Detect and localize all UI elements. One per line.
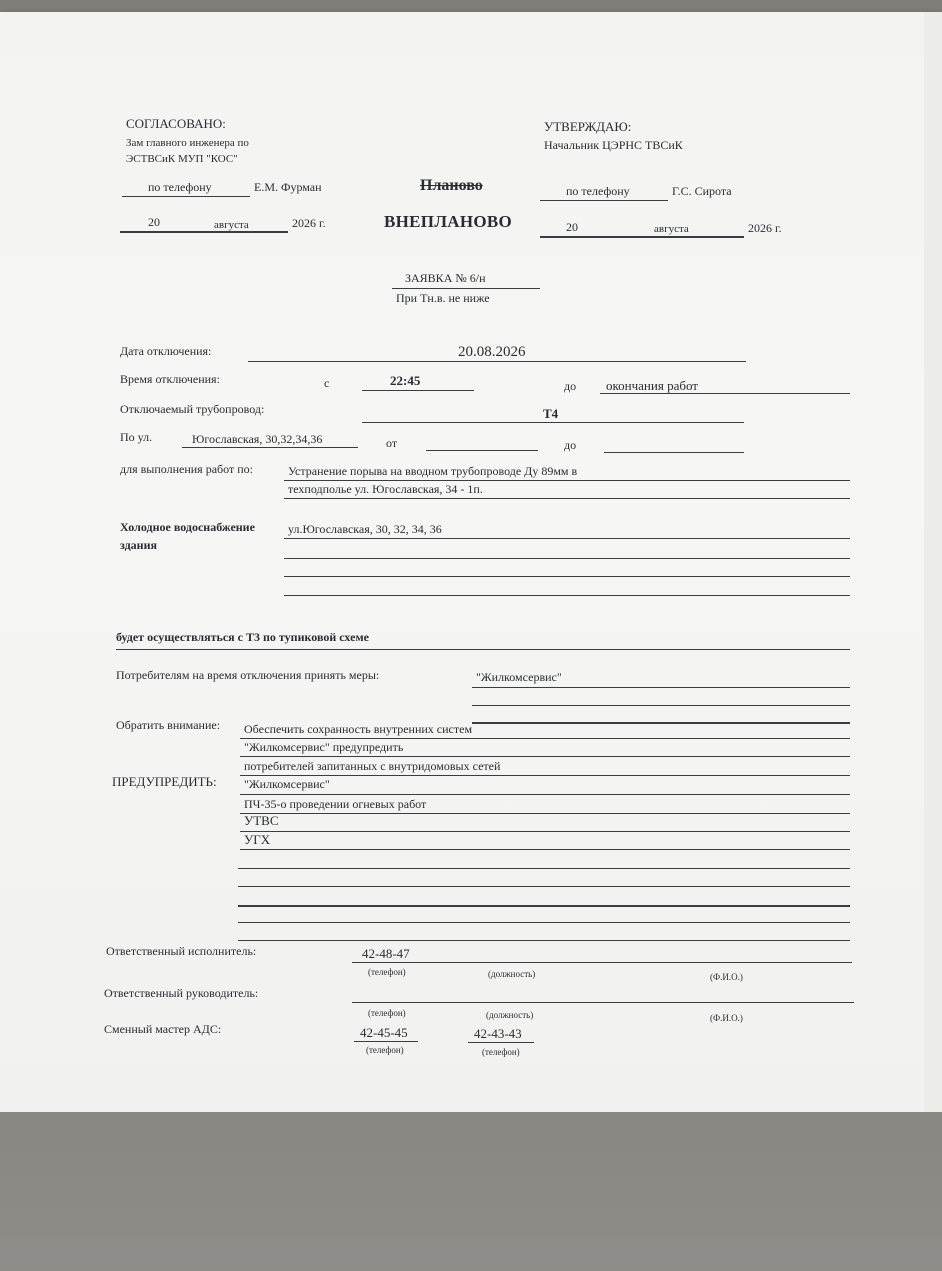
approved-date-line <box>120 231 288 233</box>
street-value: Югославская, 30,32,34,36 <box>192 432 323 446</box>
warn-line-3: УТВС <box>244 813 279 828</box>
supply-note: будет осуществляться с Т3 по тупиковой схеме <box>116 630 369 644</box>
background-surface <box>0 1112 942 1271</box>
street-to-label: до <box>564 438 577 452</box>
works-line1: Устранение порыва на вводном трубопроводе Ду 89мм в <box>288 464 578 478</box>
works-line2: техподполье ул. Югославская, 34 - 1п. <box>288 482 483 496</box>
time-to-label: до <box>564 379 577 393</box>
master-phone-2-line <box>468 1042 534 1043</box>
pipeline-value: Т4 <box>543 406 559 421</box>
time-label: Время отключения: <box>120 372 220 386</box>
approved-day: 20 <box>148 215 160 229</box>
executor-cap-fio: (Ф.И.О.) <box>710 972 743 982</box>
attention-line-2: "Жилкомсервис" предупредить <box>244 740 404 754</box>
approve-line1: Начальник ЦЭРНС ТВСиК <box>544 138 683 152</box>
street-line <box>182 447 358 448</box>
consumers-label: Потребителям на время отключения принять меры: <box>116 668 380 682</box>
consumers-value: "Жилкомсервис" <box>476 670 562 684</box>
attention-line-3: потребителей запитанных с внутридомовых сетей <box>244 759 501 773</box>
approve-method: по телефону <box>566 184 630 198</box>
master-cap-phone-2: (телефон) <box>482 1047 520 1057</box>
warn-underline-1 <box>240 794 850 795</box>
request-subtitle: При Тн.в. не ниже <box>396 291 490 305</box>
manager-line <box>352 1002 854 1003</box>
approve-name: Г.С. Сирота <box>672 184 732 198</box>
cold-water-value: ул.Югославская, 30, 32, 34, 36 <box>288 522 442 536</box>
master-cap-phone-1: (телефон) <box>366 1045 404 1055</box>
approved-method: по телефону <box>148 180 212 194</box>
approved-method-line <box>122 196 250 197</box>
street-from-line <box>426 450 538 451</box>
warn-line-4: УГХ <box>244 832 271 847</box>
cold-water-line3 <box>284 576 850 577</box>
consumers-line1 <box>472 687 850 688</box>
executor-cap-position: (должность) <box>488 969 536 979</box>
planned-label: Планово <box>420 177 483 194</box>
request-title: ЗАЯВКА № 6/н <box>405 271 486 285</box>
time-from-label: с <box>324 376 330 390</box>
time-from-value: 22:45 <box>390 373 421 388</box>
time-from-line <box>362 390 474 391</box>
page-edge <box>924 12 942 1112</box>
date-line <box>248 361 746 362</box>
supply-note-line <box>116 649 850 650</box>
consumers-line2 <box>472 705 850 706</box>
approve-date-line <box>540 236 744 238</box>
warn-underline-6 <box>238 886 850 887</box>
manager-label: Ответственный руководитель: <box>104 986 259 1000</box>
executor-label: Ответственный исполнитель: <box>106 944 257 958</box>
consumers-line3 <box>472 722 850 724</box>
pipeline-line <box>362 422 744 423</box>
warn-underline-8 <box>238 922 850 923</box>
manager-cap-phone: (телефон) <box>368 1008 406 1018</box>
time-to-line <box>600 393 850 394</box>
attention-underline-2 <box>240 756 850 757</box>
approve-day: 20 <box>566 220 578 234</box>
approved-month: августа <box>214 219 249 231</box>
manager-cap-fio: (Ф.И.О.) <box>710 1013 743 1023</box>
cold-water-line4 <box>284 595 850 596</box>
executor-phone: 42-48-47 <box>362 946 410 961</box>
attention-underline-3 <box>240 775 850 776</box>
warn-underline-4 <box>240 849 850 850</box>
cold-water-label-2: здания <box>120 538 157 552</box>
master-phone-1-line <box>354 1041 418 1042</box>
approve-year: 2026 г. <box>748 221 782 235</box>
approved-line2: ЭСТВСиК МУП "КОС" <box>126 153 238 165</box>
pipeline-label: Отключаемый трубопровод: <box>120 402 265 416</box>
approved-name: Е.М. Фурман <box>254 180 322 194</box>
works-underline1 <box>284 480 850 481</box>
approve-method-line <box>540 200 668 201</box>
warn-underline-3 <box>240 831 850 832</box>
attention-underline-1 <box>240 738 850 739</box>
master-label: Сменный мастер АДС: <box>104 1022 222 1036</box>
manager-cap-position: (должность) <box>486 1010 534 1020</box>
approved-line1: Зам главного инженера по <box>126 137 249 149</box>
attention-line-1: Обеспечить сохранность внутренних систем <box>244 722 473 736</box>
date-value: 20.08.2026 <box>458 344 526 360</box>
street-label: По ул. <box>120 430 153 444</box>
warn-underline-5 <box>238 868 850 869</box>
time-to-value: окончания работ <box>606 378 698 393</box>
unplanned-label: ВНЕПЛАНОВО <box>384 212 513 231</box>
request-title-line <box>392 288 540 289</box>
works-label: для выполнения работ по: <box>120 462 253 476</box>
master-phone-1: 42-45-45 <box>360 1025 408 1040</box>
warn-underline-7 <box>238 905 850 907</box>
warn-underline-9 <box>238 940 850 941</box>
cold-water-line2 <box>284 558 850 559</box>
street-from-label: от <box>386 436 398 450</box>
approve-month: августа <box>654 223 689 235</box>
cold-water-line1 <box>284 538 850 539</box>
warn-line-1: "Жилкомсервис" <box>244 777 330 791</box>
executor-line <box>352 962 852 963</box>
date-label: Дата отключения: <box>120 344 212 358</box>
cold-water-label: Холодное водоснабжение <box>120 520 255 534</box>
works-underline2 <box>284 498 850 499</box>
approve-title: УТВЕРЖДАЮ: <box>544 119 632 134</box>
warn-label: ПРЕДУПРЕДИТЬ: <box>112 774 217 789</box>
approved-year: 2026 г. <box>292 216 326 230</box>
warn-underline-2 <box>240 813 850 814</box>
approved-title: СОГЛАСОВАНО: <box>126 116 226 131</box>
attention-label: Обратить внимание: <box>116 718 221 732</box>
warn-line-2: ПЧ-35-о проведении огневых работ <box>244 797 427 811</box>
executor-cap-phone: (телефон) <box>368 967 406 977</box>
master-phone-2: 42-43-43 <box>474 1026 522 1041</box>
street-to-line <box>604 452 744 453</box>
